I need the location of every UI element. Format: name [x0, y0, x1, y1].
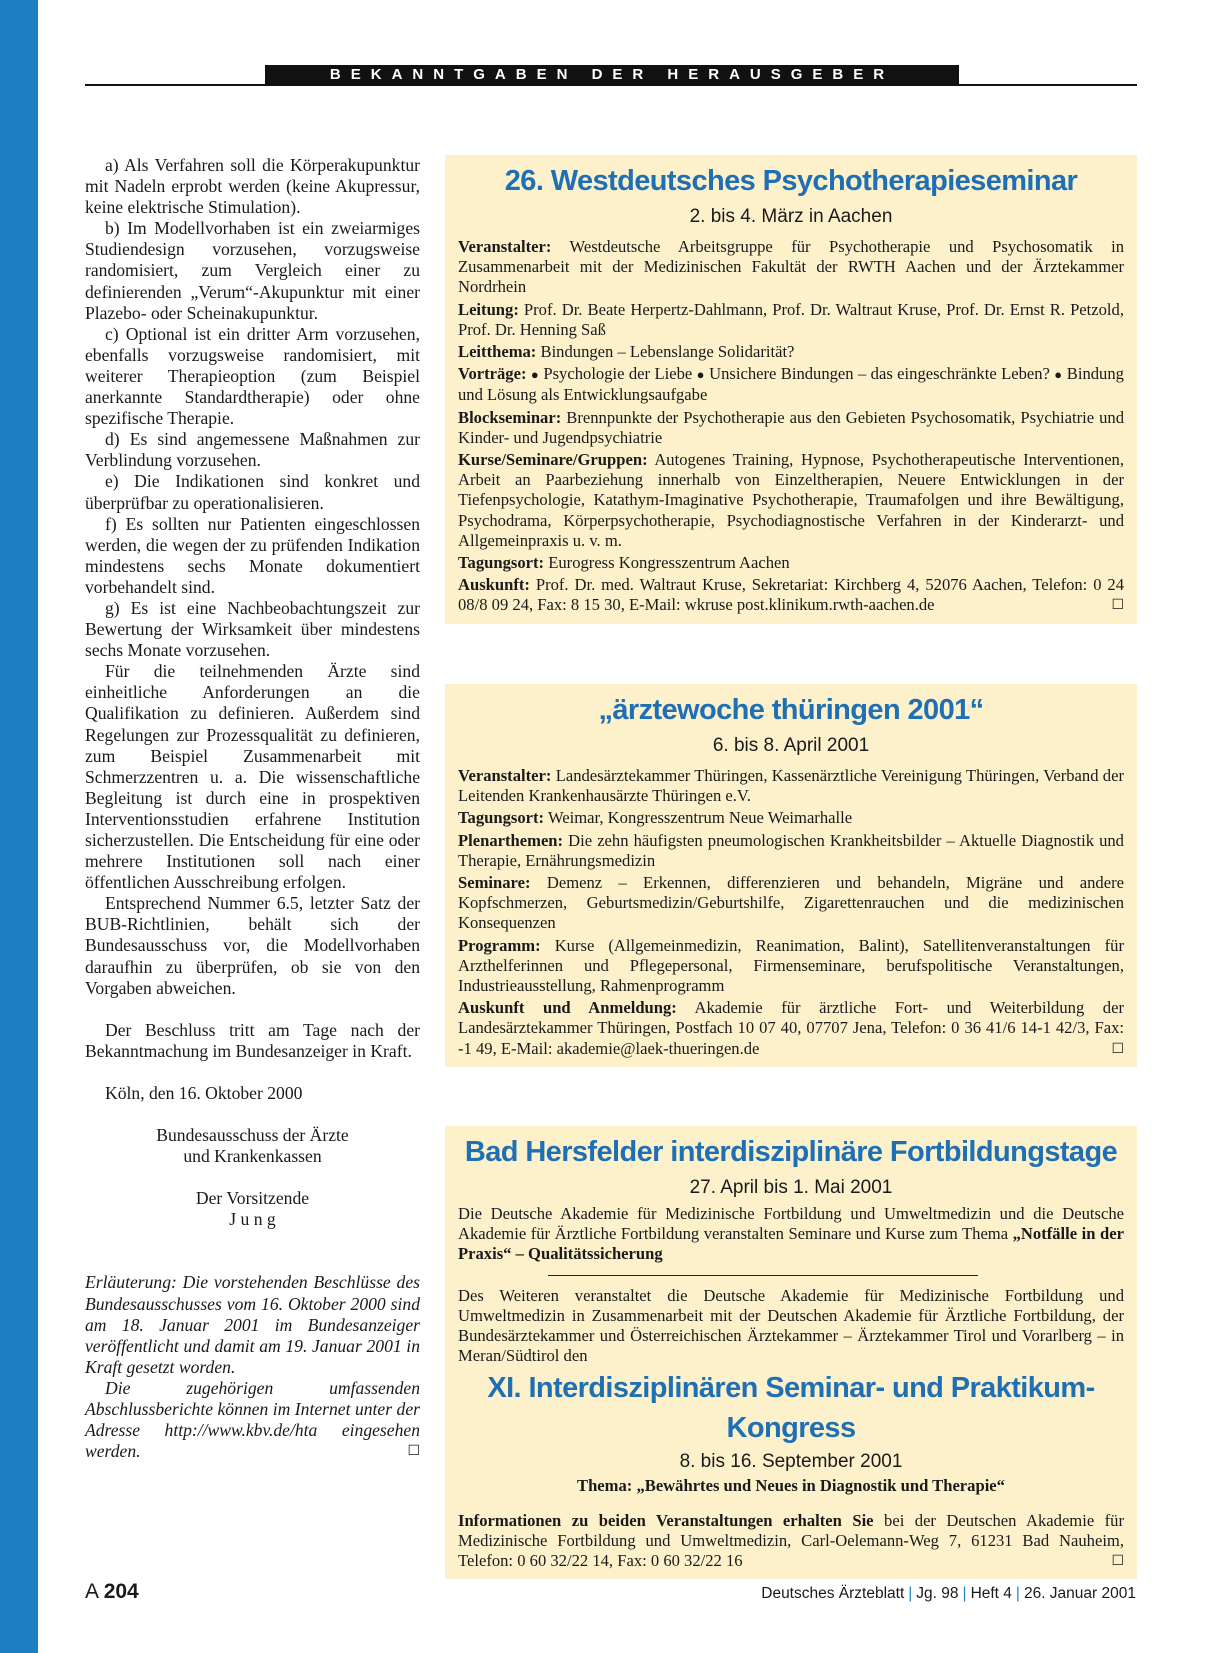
box1-auskunft: Prof. Dr. med. Waltraut Kruse, Sekretariat: Kirchberg 4, 52076 Aachen, Telefon: 0 24 08/8 09 24, Fax: 8 15 30, E-Mail: wkruse post.klinikum.rwth-aachen.de: [458, 575, 1124, 615]
event-box-psychotherapie: [445, 155, 1137, 624]
box2-programm-label: Programm:: [458, 935, 541, 955]
box1-title: 26. Westdeutsches Psychotherapieseminar: [504, 165, 1078, 197]
box1-vortrag-1: Psychologie der Liebe: [543, 364, 693, 384]
paragraph-b: b) Im Modellvorhaben ist ein zweiarmiges Studiendesign vorzusehen, vorzugsweise randomisiert, zum Vergleich einer zu definierenden „Verum“-Akupunktur mit einer Plazebo- oder Scheinakupunktur.: [85, 218, 420, 323]
separator: |: [908, 1585, 913, 1602]
box1-blockseminar: Brennpunkte der Psychotherapie aus den Gebieten Psychosomatik, Psychiatrie und Kinder- und Jugendpsychiatrie: [458, 407, 1124, 447]
box1-leitthema-label: Leitthema:: [458, 342, 537, 362]
box1-veranstalter: Westdeutsche Arbeitsgruppe für Psychotherapie und Psychosomatik in Zusammenarbeit mit der Medizinischen Fakultät der RWTH Aachen und der Ärztekammer Nordrhein: [458, 237, 1124, 297]
journal-info: [761, 1585, 1136, 1603]
box2-tagungsort-label: Tagungsort:: [458, 808, 545, 828]
divider: [548, 1275, 978, 1276]
org-line-2: und Krankenkassen: [183, 1146, 322, 1167]
end-mark-icon: ☐: [1111, 1553, 1124, 1570]
paragraph-qualification: Für die teilnehmenden Ärzte sind einheitliche Anforderungen an die Qualifikation zu definieren. Außerdem sind Regelungen zur Prozessqualität zu definieren, zum Beispiel Zusammenarbeit mit Schmerzzentren u. a. Die wissenschaftliche Begleitung ist durch eine in prospektiven Interventionsstudien erfahrene Institution sicherzustellen. Die Entscheidung für eine oder mehrere Institutionen soll nach einer öffentlichen Ausschreibung erfolgen.: [85, 661, 420, 893]
separator: |: [1015, 1585, 1020, 1602]
page-prefix: A: [85, 1580, 98, 1603]
place-date: Köln, den 16. Oktober 2000: [105, 1082, 303, 1103]
left-color-bar: [0, 0, 38, 1653]
org-line-1: Bundesausschuss der Ärzte: [156, 1125, 349, 1146]
paragraph-f: f) Es sollten nur Patienten eingeschlossen werden, die wegen der zu prüfenden Indikation mindestens sechs Monate dokumentiert vorbehandelt sind.: [85, 513, 420, 597]
box2-date: 6. bis 8. April 2001: [712, 735, 870, 756]
end-mark-icon: ☐: [407, 1443, 420, 1460]
box1-leitung: Prof. Dr. Beate Herpertz-Dahlmann, Prof. Dr. Waltraut Kruse, Prof. Dr. Ernst R. Petzold, Prof. Dr. Henning Saß: [458, 299, 1124, 339]
box2-tagungsort: Weimar, Kongresszentrum Neue Weimarhalle: [547, 808, 853, 828]
box1-date: 2. bis 4. März in Aachen: [689, 206, 893, 227]
box1-auskunft-label: Auskunft:: [458, 575, 530, 595]
reports-note: [85, 1378, 420, 1462]
paragraph-c: c) Optional ist ein dritter Arm vorzusehen, ebenfalls vorzugsweise randomisiert, mit weiterer Therapieoption (zum Beispiel anerkannte Standardtherapie) oder ohne spezifische Therapie.: [85, 323, 420, 429]
paragraph-a: a) Als Verfahren soll die Körperakupunktur mit Nadeln erprobt werden (keine Akupressur, keine elektrische Stimulation).: [85, 155, 420, 218]
box2-plenar-label: Plenarthemen:: [458, 830, 564, 850]
box3-intro: Die Deutsche Akademie für Medizinische Fortbildung und Umweltmedizin und die Deutsche Akademie für Ärztliche Fortbildung veranstalten Seminare und Kurse zum Thema: [458, 1204, 1124, 1244]
chair-title: Der Vorsitzende: [195, 1188, 310, 1209]
journal-name: Deutsches Ärzteblatt: [761, 1585, 905, 1602]
reports-note-text: Die zugehörigen umfassenden Abschlussberichte können im Internet unter der Adresse http://www.kbv.de/hta eingesehen werden.: [85, 1377, 420, 1462]
journal-date: 26. Januar 2001: [1023, 1585, 1136, 1602]
paragraph-d: d) Es sind angemessene Maßnahmen zur Verblindung vorzusehen.: [85, 429, 420, 471]
box3-intro-topic: „Notfälle in der Praxis“ – Qualitätssicherung: [458, 1224, 1124, 1264]
box3-title: Bad Hersfelder interdisziplinäre Fortbildungstage: [464, 1136, 1118, 1168]
end-mark-icon: ☐: [1111, 597, 1124, 614]
bullet-icon: ●: [530, 367, 539, 383]
explanation-note: Erläuterung: Die vorstehenden Beschlüsse des Bundesausschusses vom 16. Oktober 2000 sind am 18. Januar 2001 im Bundesanzeiger veröffentlicht und damit am 19. Januar 2001 in Kraft gesetzt worden.: [85, 1272, 420, 1377]
end-mark-icon: ☐: [1111, 1040, 1124, 1057]
box2-title: „ärztewoche thüringen 2001“: [598, 694, 984, 726]
left-column: [85, 155, 420, 1462]
box2-seminare: Demenz – Erkennen, differenzieren und behandeln, Migräne und andere Kopfschmerzen, Geburtsmedizin/Geburtshilfe, Zigarettenrauchen und die medizinischen Konsequenzen: [458, 873, 1124, 933]
box1-tagungsort-label: Tagungsort:: [458, 553, 545, 573]
header-rule: [85, 84, 1137, 86]
box2-auskunft-label: Auskunft und Anmeldung:: [458, 998, 677, 1018]
section-header: BEKANNTGABEN DER HERAUSGEBER: [265, 65, 959, 85]
box3-date: 27. April bis 1. Mai 2001: [689, 1177, 893, 1198]
bullet-icon: ●: [1054, 367, 1063, 383]
box1-kurse: Autogenes Training, Hypnose, Psychotherapeutische Interventionen, Arbeit an Paarbeziehung innerhalb von Einzeltherapien, Neuere Entwicklungen in der Tiefenpsychologie, Katathym-Imaginative Psychotherapie, Traumafolgen und ihre Bewältigung, Psychodrama, Körperpsychotherapie, Psychodiagnostische Verfahren in der Kinderarzt- und Allgemeinpraxis u. v. m.: [458, 450, 1125, 550]
box1-blockseminar-label: Blockseminar:: [458, 407, 562, 427]
journal-volume: Jg. 98: [916, 1585, 959, 1602]
page-number: [85, 1580, 139, 1604]
journal-issue: Heft 4: [970, 1585, 1012, 1602]
page-number-value: 204: [103, 1580, 139, 1603]
box2-veranstalter-label: Veranstalter:: [458, 766, 552, 785]
box1-vortrag-3: Bindung und Lösung als Entwicklungsaufgabe: [458, 364, 1124, 405]
beschluss-text: Der Beschluss tritt am Tage nach der Bekanntmachung im Bundesanzeiger in Kraft.: [85, 1019, 420, 1061]
box1-kurse-label: Kurse/Seminare/Gruppen:: [458, 450, 648, 470]
box3-info: bei der Deutschen Akademie für Medizinische Fortbildung und Umweltmedizin, Carl-Oelemann-Weg 7, 61231 Bad Nauheim, Telefon: 0 60 32/22 14, Fax: 0 60 32/22 16: [458, 1510, 1125, 1571]
event-box-aerztewoche: [445, 684, 1137, 1067]
box3-date-2: 8. bis 16. September 2001: [679, 1451, 903, 1473]
box2-plenar: Die zehn häufigsten pneumologischen Krankheitsbilder – Aktuelle Diagnostik und Therapie, Ernährungsmedizin: [458, 830, 1124, 870]
chair-name: J u n g: [229, 1209, 276, 1230]
paragraph-e: e) Die Indikationen sind konkret und überprüfbar zu operationalisieren.: [85, 471, 420, 513]
event-box-bad-hersfeld: [445, 1126, 1137, 1579]
box1-leitung-label: Leitung:: [458, 299, 519, 319]
box2-veranstalter: Landesärztekammer Thüringen, Kassenärztliche Vereinigung Thüringen, Verband der Leitenden Krankenhausärzte Thüringen e.V.: [458, 766, 1124, 806]
box2-programm: Kurse (Allgemeinmedizin, Reanimation, Balint), Satellitenveranstaltungen für Arzthelferinnen und Pflegepersonal, Firmenseminare, berufspolitische Veranstaltungen, Industrieausstellung, Rahmenprogramm: [458, 935, 1125, 996]
box3-weiteren: Des Weiteren veranstaltet die Deutsche Akademie für Medizinische Fortbildung und Umweltmedizin in Zusammenarbeit mit der Deutschen Akademie für Ärztliche Fortbildung, der Bundesärztekammer und Österreichischen Ärztekammer – Ärztekammer Tirol und Vorarlberg – in Meran/Südtirol den: [458, 1285, 1124, 1366]
box1-vortrag-2: Unsichere Bindungen – das eingeschränkte Leben?: [709, 364, 1050, 384]
box3-info-label: Informationen zu beiden Veranstaltungen erhalten Sie: [458, 1510, 874, 1530]
bullet-icon: ●: [696, 367, 705, 383]
paragraph-bub: Entsprechend Nummer 6.5, letzter Satz der BUB-Richtlinien, behält sich der Bundesausschuss vor, die Modellvorhaben daraufhin zu überprüfen, ob sie von den Vorgaben abweichen.: [85, 893, 420, 998]
box3-thema: Thema: „Bewährtes und Neues in Diagnostik und Therapie“: [577, 1476, 1005, 1496]
paragraph-g: g) Es ist eine Nachbeobachtungszeit zur Bewertung der Wirksamkeit über mindestens sechs Monate vorzusehen.: [85, 597, 420, 661]
box1-vortraege-label: Vorträge:: [458, 364, 527, 384]
box1-leitthema: Bindungen – Lebenslange Solidarität?: [540, 342, 795, 362]
box2-auskunft: Akademie für ärztliche Fort- und Weiterbildung der Landesärztekammer Thüringen, Postfach 10 07 40, 07707 Jena, Telefon: 0 36 41/6 14-1 42/3, Fax: -1 49, E-Mail: akademie@laek-thueringen.de: [458, 998, 1124, 1058]
separator: |: [962, 1585, 967, 1602]
box3-title-2: XI. Interdisziplinären Seminar- und Praktikum-Kongress: [487, 1372, 1095, 1445]
box1-veranstalter-label: Veranstalter:: [458, 237, 552, 256]
box2-seminare-label: Seminare:: [458, 873, 531, 893]
box1-tagungsort: Eurogress Kongresszentrum Aachen: [548, 553, 790, 573]
